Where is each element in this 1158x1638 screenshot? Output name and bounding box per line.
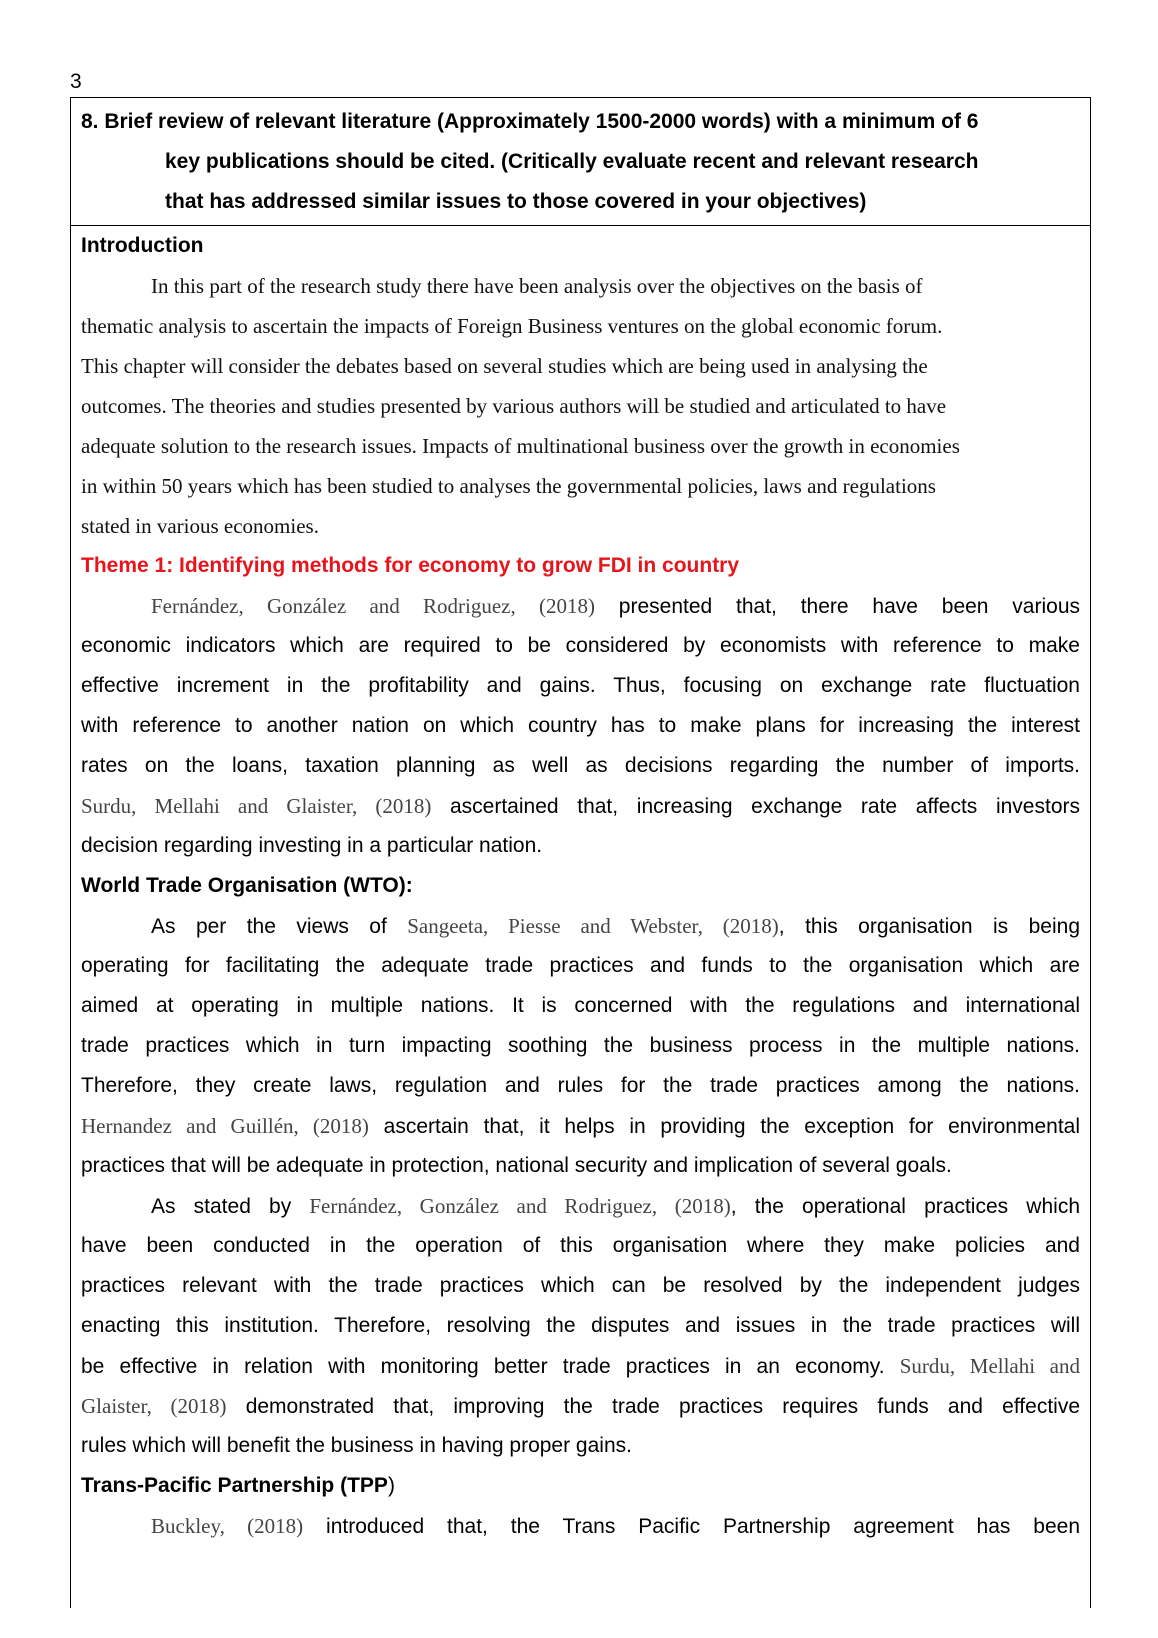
tpp-title: Trans-Pacific Partnership (TPP) xyxy=(81,1474,395,1497)
paragraph-line: As stated by Fernández, González and Rodriguez, (2018), the operational practices which xyxy=(151,1194,1080,1218)
paragraph-line: Hernandez and Guillén, (2018) ascertain that, it helps in providing the exception for environmental xyxy=(81,1114,1080,1138)
paragraph-line: operating for facilitating the adequate trade practices and funds to the organisation which are xyxy=(81,954,1080,977)
paragraph-line: Glaister, (2018) demonstrated that, improving the trade practices requires funds and effective xyxy=(81,1394,1080,1418)
literature-review-table xyxy=(70,97,1091,1608)
paragraph-line: effective increment in the profitability and gains. Thus, focusing on exchange rate fluctuation xyxy=(81,674,1080,697)
section-heading-line-1: 8. Brief review of relevant literature (Approximately 1500-2000 words) with a minimum of 6 xyxy=(81,110,979,133)
paragraph-line: rules which will benefit the business in having proper gains. xyxy=(81,1434,632,1457)
citation: Surdu, Mellahi and xyxy=(899,1354,1080,1378)
intro-line: This chapter will consider the debates based on several studies which are being used in analysing the xyxy=(81,354,928,378)
citation: Surdu, Mellahi and Glaister, (2018) xyxy=(81,794,432,818)
paragraph-line: enacting this institution. Therefore, resolving the disputes and issues in the trade practices will xyxy=(81,1314,1080,1337)
intro-line: outcomes. The theories and studies presented by various authors will be studied and articulated to have xyxy=(81,394,947,418)
section-heading-line-2: key publications should be cited. (Critically evaluate recent and relevant research xyxy=(165,150,979,173)
intro-line: in within 50 years which has been studied to analyses the governmental policies, laws and regulations xyxy=(81,474,936,498)
citation: Glaister, (2018) xyxy=(81,1394,227,1418)
citation: Sangeeta, Piesse and Webster, (2018) xyxy=(407,914,779,938)
citation: Buckley, (2018) xyxy=(151,1514,304,1538)
paragraph-line: be effective in relation with monitoring better trade practices in an economy. Surdu, Mellahi and xyxy=(81,1354,1080,1378)
citation: Fernández, González and Rodriguez, (2018) xyxy=(309,1194,731,1218)
citation: Fernández, González and Rodriguez, (2018) xyxy=(151,594,595,618)
theme-1-title: Theme 1: Identifying methods for economy to grow FDI in country xyxy=(81,554,740,577)
paragraph-line: aimed at operating in multiple nations. It is concerned with the regulations and international xyxy=(81,994,1080,1017)
paragraph-line: decision regarding investing in a particular nation. xyxy=(81,834,543,857)
page-number: 3 xyxy=(70,70,82,93)
introduction-title: Introduction xyxy=(81,234,204,257)
wto-paragraph-1 xyxy=(81,906,1080,1186)
tpp-paragraph xyxy=(81,1506,1080,1546)
intro-line: stated in various economies. xyxy=(81,514,319,538)
paragraph-line: economic indicators which are required to be considered by economists with reference to make xyxy=(81,634,1080,657)
section-heading xyxy=(71,98,1090,226)
paragraph-line: practices relevant with the trade practices which can be resolved by the independent judges xyxy=(81,1274,1080,1297)
paragraph-line: with reference to another nation on which country has to make plans for increasing the interest xyxy=(81,714,1080,737)
intro-line: In this part of the research study there have been analysis over the objectives on the basis of xyxy=(151,274,923,298)
paragraph-line: Buckley, (2018) introduced that, the Trans Pacific Partnership agreement has been xyxy=(151,1514,1080,1538)
introduction-paragraph xyxy=(81,266,1080,546)
wto-paragraph-2 xyxy=(81,1186,1080,1466)
paragraph-line: rates on the loans, taxation planning as well as decisions regarding the number of imports. xyxy=(81,754,1080,777)
paragraph-line: Therefore, they create laws, regulation and rules for the trade practices among the nations. xyxy=(81,1074,1080,1097)
paragraph-line: trade practices which in turn impacting soothing the business process in the multiple nations. xyxy=(81,1034,1080,1057)
wto-title: World Trade Organisation (WTO): xyxy=(81,874,413,897)
intro-line: thematic analysis to ascertain the impacts of Foreign Business ventures on the global economic forum. xyxy=(81,314,943,338)
paragraph-line: practices that will be adequate in protection, national security and implication of several goals. xyxy=(81,1154,952,1177)
section-body xyxy=(71,226,1090,1546)
paragraph-line: have been conducted in the operation of this organisation where they make policies and xyxy=(81,1234,1080,1257)
section-heading-line-3: that has addressed similar issues to those covered in your objectives) xyxy=(165,190,867,213)
paragraph-line: Surdu, Mellahi and Glaister, (2018) ascertained that, increasing exchange rate affects investors xyxy=(81,794,1080,818)
paragraph-line: As per the views of Sangeeta, Piesse and Webster, (2018), this organisation is being xyxy=(151,914,1080,938)
citation: Hernandez and Guillén, (2018) xyxy=(81,1114,369,1138)
theme-1-paragraph xyxy=(81,586,1080,866)
paragraph-line: Fernández, González and Rodriguez, (2018) presented that, there have been various xyxy=(151,594,1080,618)
intro-line: adequate solution to the research issues. Impacts of multinational business over the growth in economies xyxy=(81,434,960,458)
